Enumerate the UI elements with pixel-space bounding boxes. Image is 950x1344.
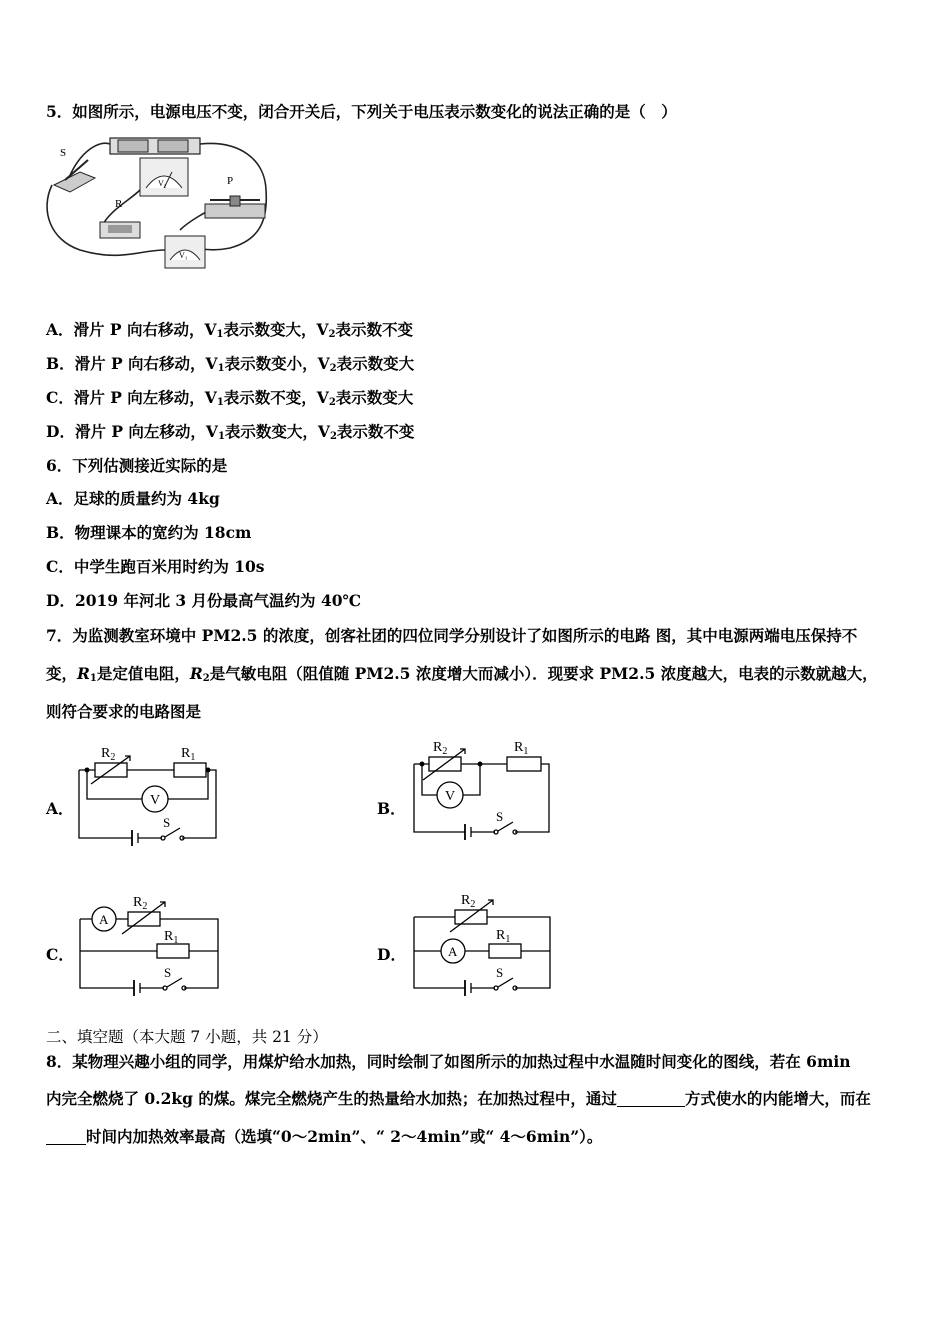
q5-label-v1: V₁ <box>179 251 188 260</box>
svg-text:A: A <box>99 912 109 927</box>
q7-circuit-c <box>70 888 230 1003</box>
q5-label-s: S <box>60 147 67 159</box>
q7-option-a-label: A． <box>46 799 74 818</box>
q8-line3: 时间内加热效率最高（选填“0～2min”、“ 2～4min”或“ 4～6min”）。 <box>46 1127 602 1147</box>
svg-text:S: S <box>163 815 171 830</box>
q5-rheostat <box>205 196 265 218</box>
q8-line2: 内完全燃烧了 0.2kg 的煤。煤完全燃烧产生的热量给水加热；在加热过程中，通过 方式使水的内能增大，而在 <box>46 1089 871 1108</box>
q8-blank-2[interactable] <box>46 1130 86 1145</box>
q5-option-d: D．滑片 P 向左移动，$V_1$表示数变大，$V_2$表示数不变 <box>46 422 415 442</box>
q5-label-v2: V₂ <box>158 179 167 188</box>
q5-voltmeter-v2 <box>140 158 188 196</box>
q5-battery <box>110 138 200 154</box>
q5-option-a: A．滑片 P 向右移动，$V_1$表示数变大，$V_2$表示数不变 <box>46 320 413 340</box>
q6-option-d: D．2019 年河北 3 月份最高气温约为 40℃ <box>46 591 362 610</box>
q6-option-a: A．足球的质量约为 4kg <box>46 489 220 508</box>
q6-option-c: C．中学生跑百米用时约为 10s <box>46 557 265 576</box>
q7-circuit-b <box>405 734 565 844</box>
q7-line3: 则符合要求的电路图是 <box>46 702 202 721</box>
section-2-heading: 二、填空题（本大题 7 小题，共 21 分） <box>46 1028 328 1046</box>
q7-circuit-d <box>405 888 565 1003</box>
q5-label-p: P <box>227 175 234 187</box>
q7-line2: 变，$R_1$是定值电阻，$R_2$是气敏电阻（阻值随 PM2.5 浓度增大而减小）．现要求 PM2.5 浓度越大，电表的示数就越大， <box>46 664 878 684</box>
q8-blank-1[interactable] <box>617 1092 685 1107</box>
svg-text:R1: $R_1$ <box>181 746 196 763</box>
q7-line1: 7．为监测教室环境中 PM2.5 的浓度，创客社团的四位同学分别设计了如图所示的电路 图，其中电源两端电压保持不 <box>46 626 858 645</box>
q5-resistor <box>100 222 140 238</box>
svg-text:R1: $R_1$ <box>514 740 529 757</box>
q7-option-c-label: C． <box>46 945 74 964</box>
q5-switch <box>54 160 95 192</box>
svg-text:R2: $R_2$ <box>133 895 148 912</box>
svg-text:R2: $R_2$ <box>433 740 448 757</box>
q5-circuit-figure <box>40 130 280 270</box>
svg-text:A: A <box>448 944 458 959</box>
q7-circuit-a <box>70 738 230 848</box>
q6-stem: 6．下列估测接近实际的是 <box>46 456 228 475</box>
svg-text:R1: $R_1$ <box>164 929 179 946</box>
q5-option-b: B．滑片 P 向右移动，$V_1$表示数变小，$V_2$表示数变大 <box>46 354 415 374</box>
q5-label-r: R <box>115 198 123 210</box>
svg-text:V: V <box>445 789 456 804</box>
q7-option-d-label: D． <box>377 945 406 964</box>
svg-text:S: S <box>496 965 504 980</box>
q6-option-b: B．物理课本的宽约为 18cm <box>46 523 252 542</box>
q8-line1: 8．某物理兴趣小组的同学，用煤炉给水加热，同时绘制了如图所示的加热过程中水温随时间变化的图线，若在 6min <box>46 1052 851 1071</box>
q5-stem: 5．如图所示，电源电压不变，闭合开关后，下列关于电压表示数变化的说法正确的是（ ） <box>46 102 677 121</box>
svg-text:R2: $R_2$ <box>101 746 116 763</box>
svg-text:R2: $R_2$ <box>461 893 476 910</box>
svg-text:R1: $R_1$ <box>496 928 511 945</box>
q5-voltmeter-v1 <box>165 236 205 268</box>
q5-option-c: C．滑片 P 向左移动，$V_1$表示数不变，$V_2$表示数变大 <box>46 388 414 408</box>
q7-option-b-label: B． <box>377 799 406 818</box>
svg-text:S: S <box>164 965 172 980</box>
svg-text:V: V <box>150 793 161 808</box>
svg-text:S: S <box>496 809 504 824</box>
